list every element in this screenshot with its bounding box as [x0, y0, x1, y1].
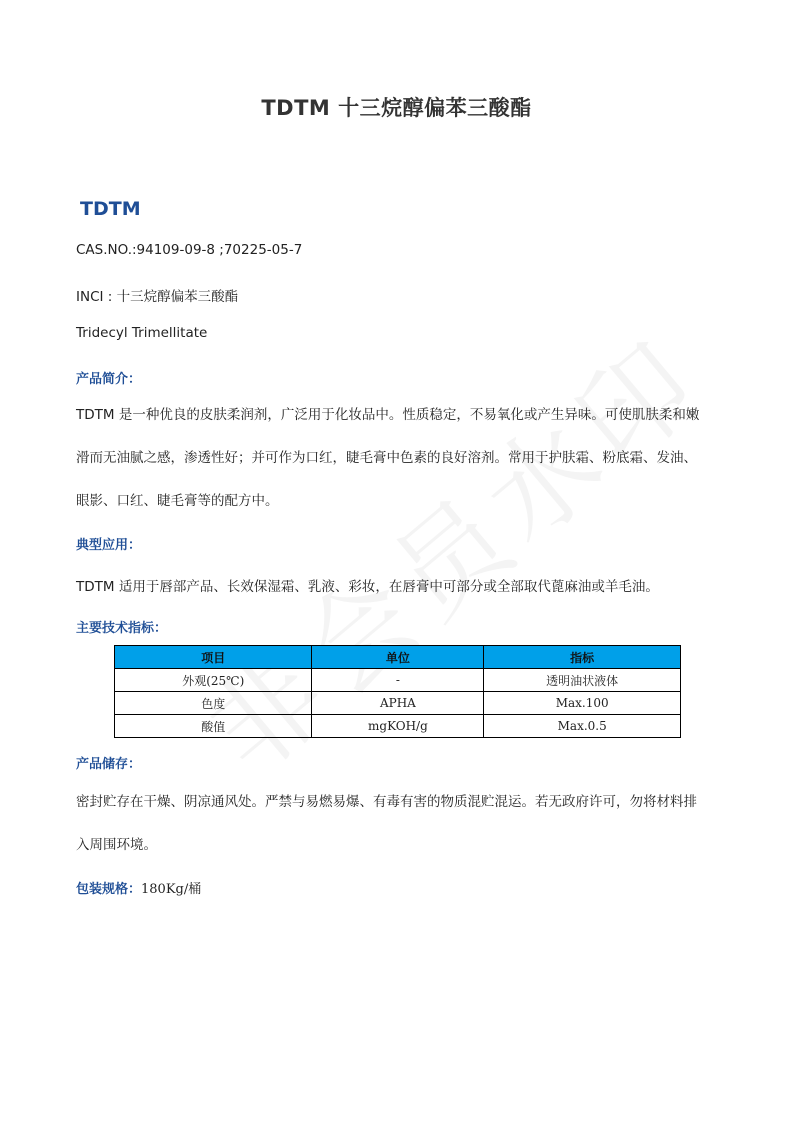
english-name: Tridecyl Trimellitate [76, 325, 208, 341]
table-cell: - [312, 669, 484, 692]
table-header-row [115, 646, 681, 669]
intro-line: 滑而无油腻之感，渗透性好；并可作为口红，睫毛膏中色素的良好溶剂。常用于护肤霜、粉底霜、发油、 [76, 450, 697, 466]
table-row [115, 692, 681, 715]
application-heading: 典型应用： [76, 538, 142, 553]
table-header-spec: 指标 [484, 646, 681, 669]
storage-line: 密封贮存在干燥、阴凉通风处。严禁与易燃易爆、有毒有害的物质混贮混运。若无政府许可，勿将材料排 [76, 794, 697, 810]
inci-name: INCI : 十三烷醇偏苯三酸酯 [76, 289, 239, 305]
table-header-item: 项目 [115, 646, 312, 669]
table-cell: 酸值 [115, 715, 312, 738]
storage-heading: 产品储存： [76, 757, 142, 772]
cas-number: CAS.NO.:94109-09-8 ;70225-05-7 [76, 242, 303, 258]
packaging-value: 180Kg/桶 [141, 882, 202, 897]
packaging-heading: 包装规格： [76, 882, 142, 897]
table-cell: mgKOH/g [312, 715, 484, 738]
intro-paragraph [76, 394, 726, 523]
intro-line: 眼影、口红、睫毛膏等的配方中。 [76, 493, 279, 509]
table-cell: APHA [312, 692, 484, 715]
table-cell: Max.100 [484, 692, 681, 715]
table-cell: 外观(25℃) [115, 669, 312, 692]
specs-heading: 主要技术指标： [76, 621, 168, 636]
product-code-heading: TDTM [80, 198, 141, 220]
table-row [115, 669, 681, 692]
page-title: TDTM 十三烷醇偏苯三酸酯 [261, 96, 532, 120]
table-row [115, 715, 681, 738]
spec-table [114, 645, 681, 738]
table-cell: Max.0.5 [484, 715, 681, 738]
application-text: TDTM 适用于唇部产品、长效保湿霜、乳液、彩妆，在唇膏中可部分或全部取代蓖麻油或羊毛油。 [76, 579, 659, 595]
table-cell: 透明油状液体 [484, 669, 681, 692]
table-header-unit: 单位 [312, 646, 484, 669]
intro-line: TDTM 是一种优良的皮肤柔润剂，广泛用于化妆品中。性质稳定，不易氧化或产生异味。可使肌肤柔和嫩 [76, 407, 700, 423]
intro-heading: 产品简介： [76, 372, 142, 387]
storage-line: 入周围环境。 [76, 837, 157, 853]
packaging-line [76, 878, 201, 897]
storage-paragraph [76, 781, 726, 867]
table-cell: 色度 [115, 692, 312, 715]
